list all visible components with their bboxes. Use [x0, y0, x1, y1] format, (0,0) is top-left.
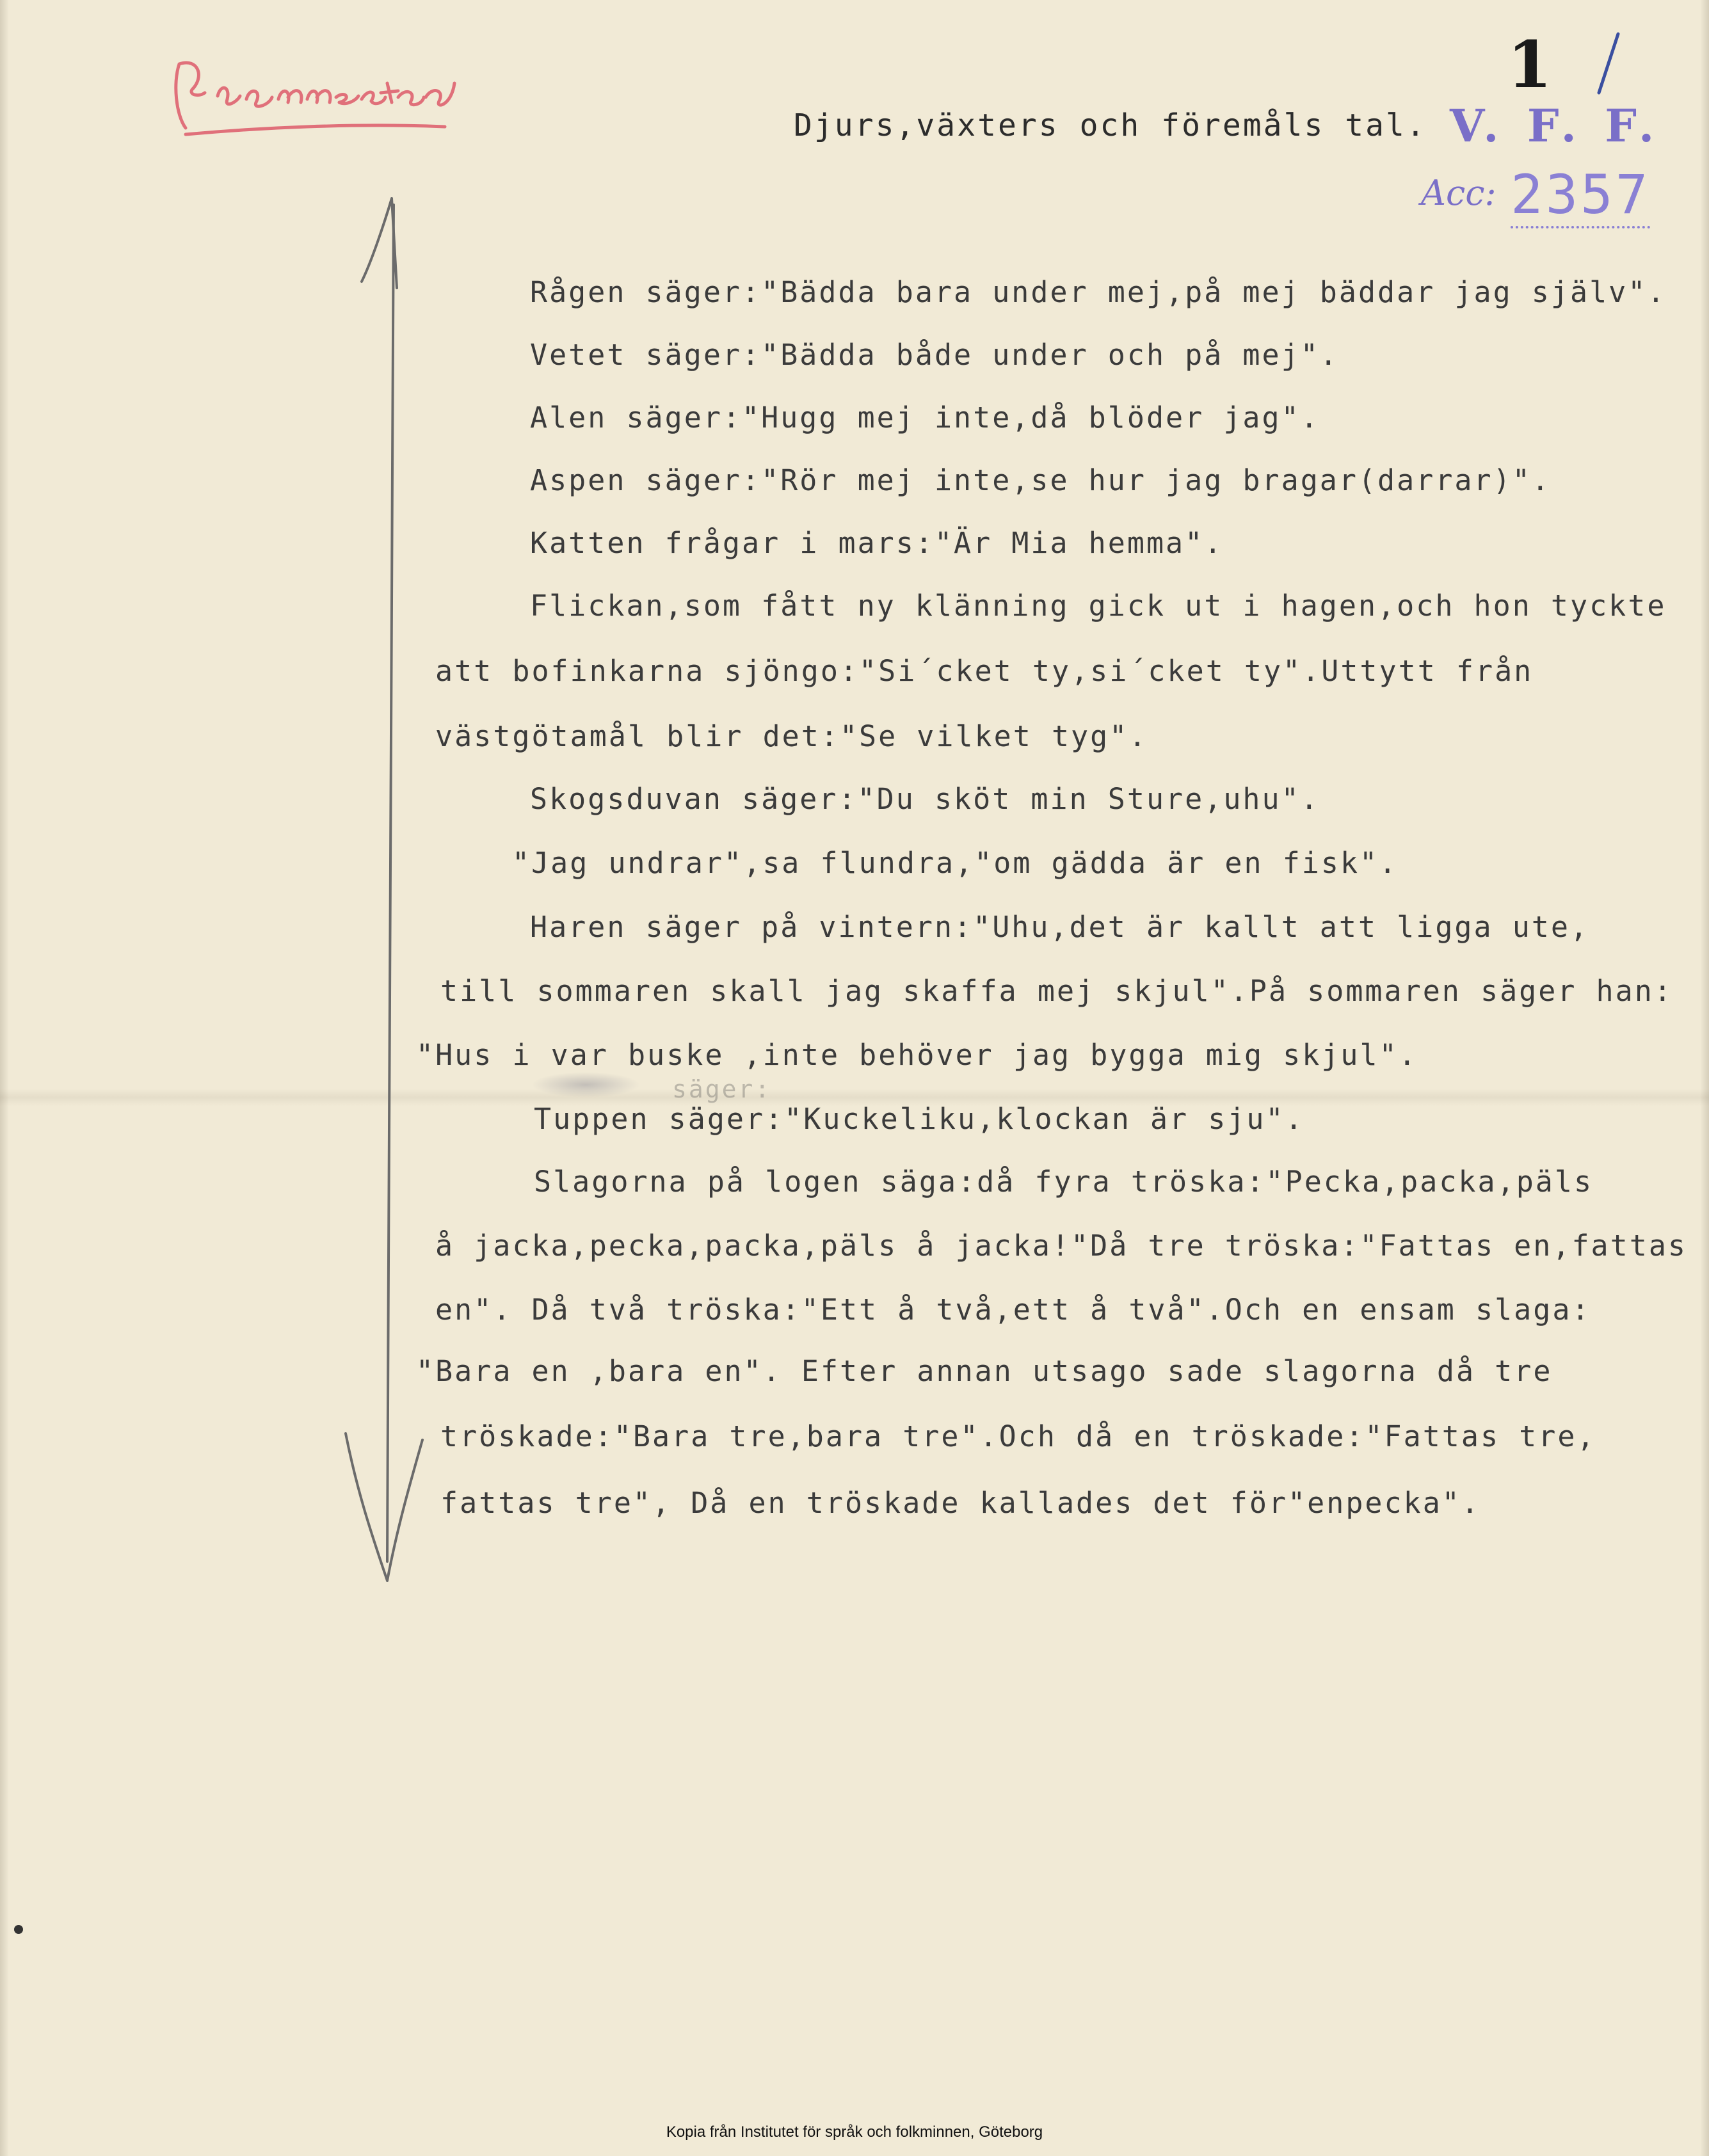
- accession-number: 2357: [1511, 163, 1650, 228]
- ink-smudge: [531, 1072, 640, 1098]
- text-line: Aspen säger:"Rör mej inte,se hur jag bragar(darrar)".: [530, 463, 1551, 497]
- text-line: "Hus i var buske ,inte behöver jag bygga mig skjul".: [416, 1038, 1418, 1072]
- accession-label: Acc:: [1421, 173, 1496, 213]
- text-line: Slagorna på logen säga:då fyra tröska:"Pecka,packa,päls: [534, 1165, 1594, 1199]
- ink-dot: [14, 1925, 23, 1934]
- text-line: "Jag undrar",sa flundra,"om gädda är en fisk".: [512, 846, 1399, 880]
- text-line: Tuppen säger:"Kuckeliku,klockan är sju".: [534, 1102, 1304, 1136]
- text-line: tröskade:"Bara tre,bara tre".Och då en tröskade:"Fattas tre,: [440, 1419, 1596, 1453]
- text-line: att bofinkarna sjöngo:"Si´cket ty,si´cket ty".Uttytt från: [435, 654, 1534, 688]
- text-line: en". Då två tröska:"Ett å två,ett å två".Och en ensam slaga:: [435, 1293, 1591, 1327]
- archive-footer: Kopia från Institutet för språk och folkminnen, Göteborg: [666, 2123, 1043, 2141]
- page-edge-right: [1700, 0, 1709, 2156]
- text-line: Alen säger:"Hugg mej inte,då blöder jag".: [530, 401, 1320, 435]
- text-line: Skogsduvan säger:"Du sköt min Sture,uhu".: [530, 782, 1320, 816]
- text-line: Haren säger på vintern:"Uhu,det är kallt att ligga ute,: [530, 910, 1590, 944]
- text-line: å jacka,pecka,packa,päls å jacka!"Då tre tröska:"Fattas en,fattas: [435, 1229, 1687, 1263]
- archive-stamp: V. F. F.: [1450, 99, 1661, 152]
- text-line: fattas tre", Då en tröskade kallades det för"enpecka".: [440, 1486, 1480, 1520]
- margin-bracket: [333, 186, 429, 1606]
- page-number: 1: [1507, 27, 1552, 102]
- document-title: Djurs,växters och föremåls tal.: [794, 108, 1427, 143]
- blue-pencil-mark: [1587, 29, 1626, 99]
- text-line: Vetet säger:"Bädda både under och på mej".: [530, 338, 1339, 372]
- page-edge-left: [0, 0, 9, 2156]
- text-line: Flickan,som fått ny klänning gick ut i hagen,och hon tyckte: [530, 589, 1667, 623]
- text-line: Katten frågar i mars:"Är Mia hemma".: [530, 526, 1224, 560]
- handwritten-place-note: [160, 38, 461, 147]
- text-line: Rågen säger:"Bädda bara under mej,på mej bäddar jag själv".: [530, 275, 1667, 309]
- text-line: västgötamål blir det:"Se vilket tyg".: [435, 719, 1148, 753]
- text-line: till sommaren skall jag skaffa mej skjul".På sommaren säger han:: [440, 974, 1673, 1008]
- text-line: "Bara en ,bara en". Efter annan utsago sade slagorna då tre: [416, 1354, 1553, 1388]
- overprint-text: säger:: [672, 1075, 772, 1103]
